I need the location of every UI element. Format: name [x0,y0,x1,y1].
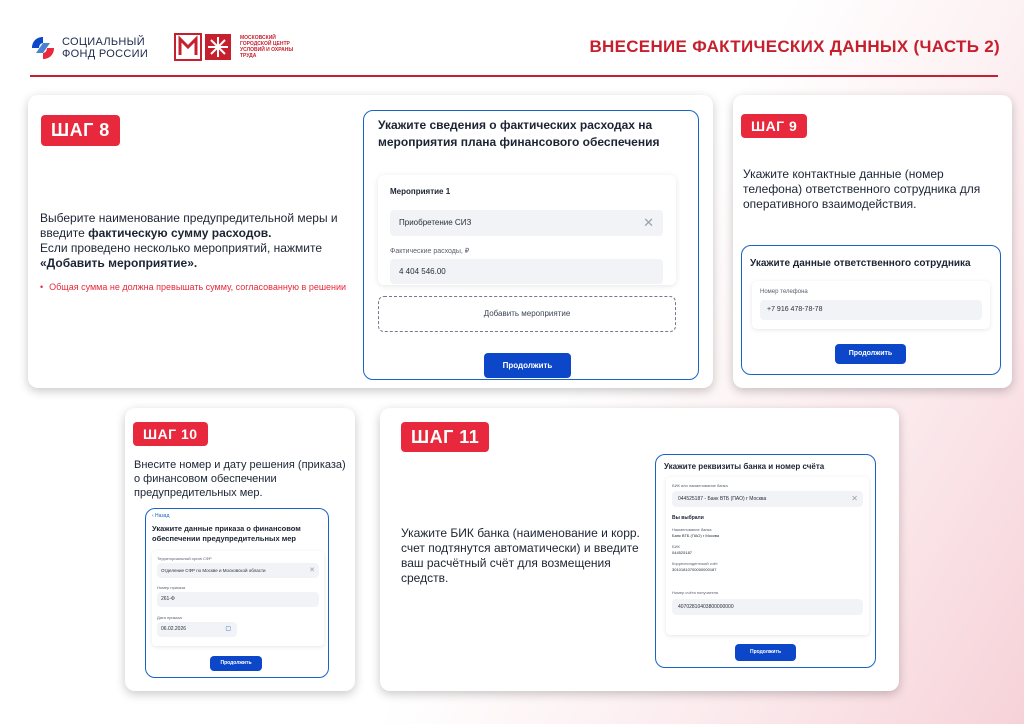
step11-instructions: Укажите БИК банка (наименование и корр. счет подтянутся автоматически) и введите ваш расчётный счёт для возмещения средств. [401,526,640,585]
step11-badge: ШАГ 11 [401,422,489,452]
bank-name-value: Банк ВТБ (ПАО) г Москва [672,533,720,538]
step9-instructions: Укажите контактные данные (номер телефона) ответственного сотрудника для оперативного взаимодействия. [743,167,981,211]
step11-card-title: Укажите реквизиты банка и номер счёта [664,462,825,471]
step10-badge: ШАГ 10 [133,422,208,446]
step8-note-text: Общая сумма не должна превышать сумму, согласованную в решении [49,282,347,292]
step10-instructions: Внесите номер и дату решения (приказа) о финансовом обеспечении предупредительных мер. [134,459,346,499]
step9-panel [733,95,1012,388]
event-value: Приобретение СИЗ [399,218,472,227]
step8-note [40,282,360,293]
header-divider [30,75,998,77]
event-block [378,175,676,285]
sfr-logo-line2: ФОНД РОССИИ [62,48,149,60]
bik-label: БИК или наименование банка [672,483,728,488]
step8-continue-button[interactable]: Продолжить [484,353,571,378]
step10-continue-button[interactable]: Продолжить [210,656,262,671]
clear-icon[interactable]: ✕ [309,567,315,574]
selected-title: Вы выбрали [672,515,704,521]
bank-block [666,477,869,635]
order-number-input[interactable]: 261-Ф [157,592,319,607]
back-link[interactable]: ‹ Назад [152,513,170,519]
clear-icon[interactable]: ✕ [851,494,858,503]
step8-text-1: Выберите наименование предупредительной меры и введите [40,211,338,240]
corr-account-label: Корреспондентский счёт [672,561,718,566]
step8-panel [28,95,713,388]
corr-account-value: 30101810700000000187 [672,567,717,572]
org-select[interactable] [157,563,319,578]
mos-center-emblem-icon [174,31,234,63]
event-label: Мероприятие 1 [390,187,451,196]
mos-center-logo-text: МОСКОВСКИЙ ГОРОДСКОЙ ЦЕНТР УСЛОВИЙ И ОХРАНЫ ТРУДА [240,35,294,59]
step10-panel [125,408,355,691]
account-label: Номер счёта получателя [672,590,719,595]
phone-block [752,281,990,329]
mos-center-logo [166,24,311,70]
bik-short-label: БИК [672,544,680,549]
step8-card-title: Укажите сведения о фактических расходах на мероприятия плана финансового обеспечения [378,118,660,149]
bik-short-value: 044525187 [672,550,693,555]
step11-form-card [655,454,876,668]
step8-text-2: Если проведено несколько мероприятий, нажмите [40,241,322,255]
order-block [152,551,324,646]
note-bullet: • [40,282,44,292]
account-input[interactable]: 40702810403800000000 [672,599,863,615]
step9-badge: ШАГ 9 [741,114,807,138]
order-number-label: Номер приказа [157,585,186,590]
step8-form-card [363,110,699,380]
phone-label: Номер телефона [760,289,808,295]
event-select[interactable] [390,210,663,236]
bik-input[interactable] [672,491,863,507]
step9-continue-button[interactable]: Продолжить [835,344,906,364]
sfr-logo-line1: СОЦИАЛЬНЫЙ [62,36,145,48]
step10-card-title: Укажите данные приказа о финансовом обеспечении предупредительных мер [152,524,301,543]
step9-card-title: Укажите данные ответственного сотрудника [750,258,971,269]
sfr-logo-icon [30,35,56,61]
order-date-label: Дата приказа [157,615,182,620]
expense-input[interactable]: 4 404 546.00 [390,259,663,284]
step8-instructions [40,211,358,271]
step11-continue-button[interactable]: Продолжить [735,644,796,661]
step10-form-card [145,508,329,678]
phone-input[interactable]: +7 916 478-78-78 [760,300,982,320]
step8-badge: ШАГ 8 [41,115,120,146]
sfr-logo [30,30,180,66]
org-value: Отделение СФР по Москве и Московской области [161,568,266,573]
page-title: ВНЕСЕНИЕ ФАКТИЧЕСКИХ ДАННЫХ (ЧАСТЬ 2) [589,37,1000,56]
step9-form-card [741,245,1001,375]
add-event-button[interactable]: Добавить мероприятие [378,296,676,332]
order-date-value: 06.02.2026 [161,626,187,632]
bik-value: 044525187 - Банк ВТБ (ПАО) г Москва [678,496,767,502]
bank-name-label: Наименование банка [672,527,712,532]
calendar-icon[interactable]: ▢ [225,626,231,632]
org-label: Территориальный орган СФР [157,556,212,561]
expense-label: Фактические расходы, ₽ [390,248,470,255]
step11-panel [380,408,899,691]
header [0,0,1024,78]
step8-text-bold-1: фактическую сумму расходов. [88,226,272,240]
order-date-input[interactable] [157,622,237,637]
clear-icon[interactable]: ✕ [643,215,654,230]
step8-text-bold-2: «Добавить мероприятие». [40,256,198,270]
